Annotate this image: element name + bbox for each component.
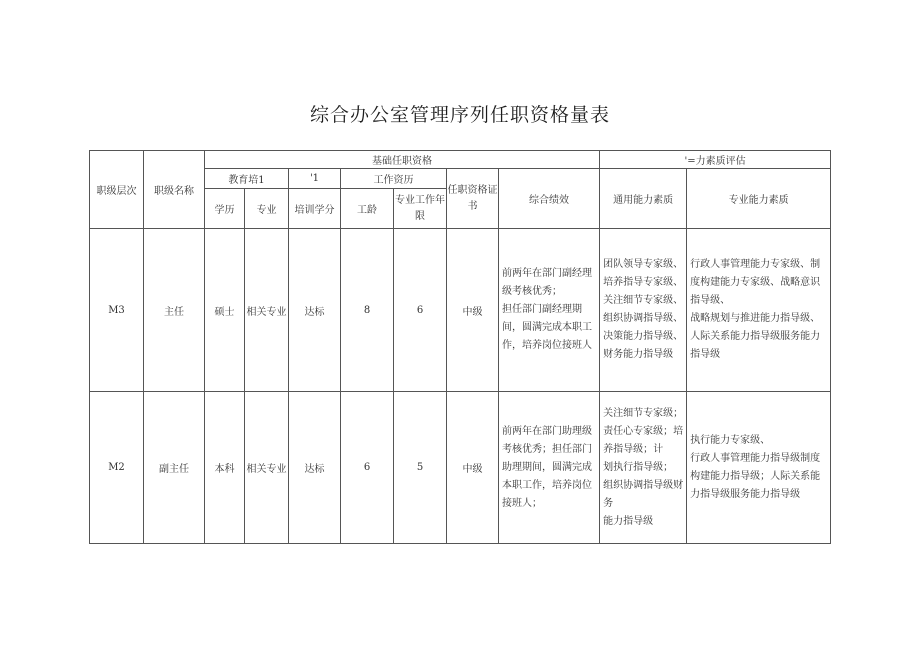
cell-line: 执行能力专家级、 xyxy=(690,434,771,446)
cell-line: 前两年在部门副经理 xyxy=(502,268,592,279)
general-ability-cell xyxy=(600,392,687,544)
training-credits-cell: 达标 xyxy=(289,229,341,392)
cell-line: 间，圆满完成本职工 xyxy=(502,322,592,333)
cell-line: 本职工作，培养岗位 xyxy=(502,479,592,491)
performance-cell xyxy=(499,229,600,392)
professional-years-cell: 5 xyxy=(394,392,447,544)
cell-line: 培养指导专家级、 xyxy=(603,277,684,288)
cell-line: 担任部门副经理期 xyxy=(502,304,582,315)
position-cell: 副主任 xyxy=(144,392,205,544)
cell-line: 指导级 xyxy=(690,349,721,360)
position-cell: 主任 xyxy=(144,229,205,392)
cell-line: 级考核优秀； xyxy=(502,286,562,297)
cell-line: 养指导级；计 xyxy=(603,443,664,455)
cell-line: 财务能力指导级 xyxy=(603,349,674,360)
cell-line: 力指导级服务能力指导级 xyxy=(690,488,801,500)
cell-line: 考核优秀；担任部门 xyxy=(502,443,592,455)
cell-line: 关注细节专家级； xyxy=(603,407,684,419)
professional-years-cell: 6 xyxy=(394,229,447,392)
cell-line: 组织协调指导级、 xyxy=(603,313,684,324)
cell-line: 行政人事管理能力专家级、制 xyxy=(690,259,821,270)
degree-cell: 本科 xyxy=(205,392,245,544)
cell-line: 度构建能力专家级、战略意识 xyxy=(690,277,821,288)
work-years-cell: 8 xyxy=(341,229,394,392)
cell-line: 接班人； xyxy=(502,497,542,509)
degree-cell: 硕士 xyxy=(205,229,245,392)
header-basic-qualification: 基础任职资格 xyxy=(205,151,600,169)
general-ability-cell xyxy=(600,229,687,392)
header-education-training: 教育培1 xyxy=(205,169,289,189)
cell-line: 指导级、 xyxy=(690,295,731,306)
cell-line: 构建能力指导级；人际关系能 xyxy=(690,470,821,482)
professional-ability-cell xyxy=(687,392,831,544)
header-degree: 学历 xyxy=(205,189,245,229)
cell-line: 人际关系能力指导级服务能力 xyxy=(690,331,821,342)
cell-line: 关注细节专家级、 xyxy=(603,295,684,306)
header-work-experience: 工作资历 xyxy=(341,169,447,189)
document-title: 综合办公室管理序列任职资格量表 xyxy=(309,104,610,126)
header-certificate: 任职资格证书 xyxy=(447,169,499,229)
header-training-credits: 培训学分 xyxy=(289,189,341,229)
certificate-cell: 中级 xyxy=(447,392,499,544)
header-education-training-b: '1 xyxy=(289,169,341,189)
cell-line: 划执行指导级； xyxy=(603,461,674,473)
cell-line: 前两年在部门助理级 xyxy=(502,425,592,437)
cell-line: 能力指导级 xyxy=(603,515,654,527)
table-row xyxy=(90,229,831,392)
header-level: 职级层次 xyxy=(90,151,144,229)
professional-ability-cell xyxy=(687,229,831,392)
training-credits-cell: 达标 xyxy=(289,392,341,544)
qualification-table xyxy=(89,150,831,544)
level-cell: M3 xyxy=(90,229,144,392)
header-major: 专业 xyxy=(245,189,289,229)
cell-line: 团队领导专家级、 xyxy=(603,259,684,270)
level-cell: M2 xyxy=(90,392,144,544)
cell-line: 作，培养岗位接班人 xyxy=(502,340,592,351)
header-performance: 综合绩效 xyxy=(499,169,600,229)
header-capability-eval: '=力素质评估 xyxy=(600,151,831,169)
header-professional-years: 专业工作年限 xyxy=(394,189,447,229)
performance-cell xyxy=(499,392,600,544)
cell-line: 责任心专家级；培 xyxy=(603,425,684,437)
cell-line: 组织协调指导级财务 xyxy=(603,479,684,509)
header-general-ability: 通用能力素质 xyxy=(600,169,687,229)
certificate-cell: 中级 xyxy=(447,229,499,392)
table-row xyxy=(90,392,831,544)
cell-line: 行政人事管理能力指导级制度 xyxy=(690,452,821,464)
major-cell: 相关专业 xyxy=(245,229,289,392)
header-position: 职级名称 xyxy=(144,151,205,229)
cell-line: 助理期间，圆满完成 xyxy=(502,461,592,473)
cell-line: 战略规划与推进能力指导级、 xyxy=(690,313,821,324)
header-work-years: 工龄 xyxy=(341,189,394,229)
cell-line: 决策能力指导级、 xyxy=(603,331,684,342)
major-cell: 相关专业 xyxy=(245,392,289,544)
header-professional-ability: 专业能力素质 xyxy=(687,169,831,229)
work-years-cell: 6 xyxy=(341,392,394,544)
